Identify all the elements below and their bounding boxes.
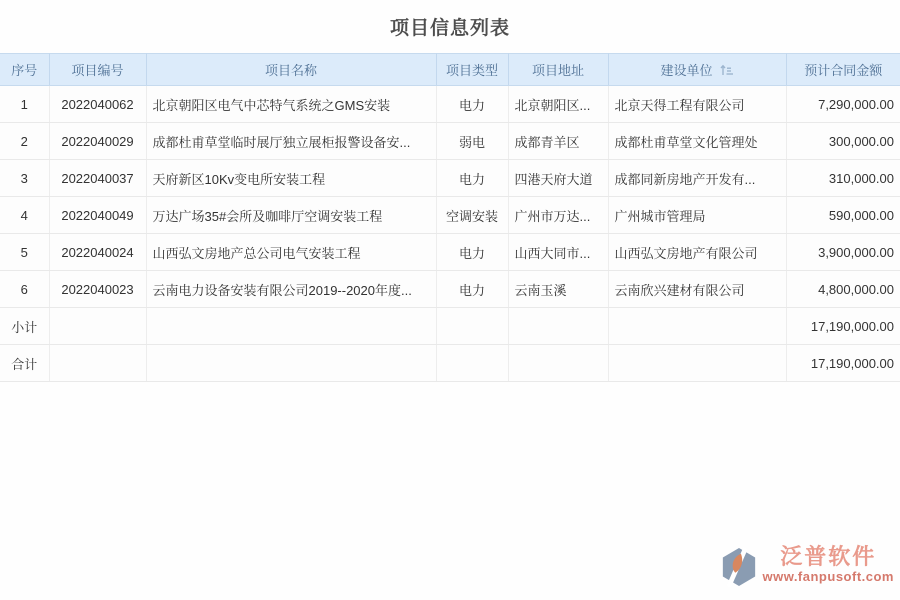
- cell-type: 电力: [436, 86, 508, 123]
- cell-amount: 3,900,000.00: [786, 234, 900, 271]
- total-label: 合计: [0, 345, 49, 382]
- cell-address: 山西大同市...: [508, 234, 608, 271]
- empty-cell: [49, 345, 146, 382]
- subtotal-amount: 17,190,000.00: [786, 308, 900, 345]
- cell-builder: 成都杜甫草堂文化管理处: [608, 123, 786, 160]
- cell-code: 2022040037: [49, 160, 146, 197]
- cell-seq: 6: [0, 271, 49, 308]
- empty-cell: [436, 345, 508, 382]
- cell-name: 成都杜甫草堂临时展厅独立展柜报警设备安...: [146, 123, 436, 160]
- page-title: 项目信息列表: [389, 18, 510, 39]
- empty-cell: [608, 345, 786, 382]
- total-amount: 17,190,000.00: [786, 345, 900, 382]
- cell-type: 弱电: [436, 123, 508, 160]
- brand-url: www.fanpusoft.com: [762, 569, 894, 584]
- subtotal-row: [0, 308, 900, 345]
- cell-builder: 成都同新房地产开发有...: [608, 160, 786, 197]
- cell-seq: 3: [0, 160, 49, 197]
- header-name[interactable]: 项目名称: [146, 54, 436, 86]
- empty-cell: [146, 308, 436, 345]
- cell-address: 广州市万达...: [508, 197, 608, 234]
- cell-type: 电力: [436, 234, 508, 271]
- cell-type: 电力: [436, 271, 508, 308]
- cell-amount: 310,000.00: [786, 160, 900, 197]
- cell-builder: 北京天得工程有限公司: [608, 86, 786, 123]
- cell-name: 山西弘文房地产总公司电气安装工程: [146, 234, 436, 271]
- cell-seq: 2: [0, 123, 49, 160]
- header-seq[interactable]: 序号: [0, 54, 49, 86]
- cell-type: 电力: [436, 160, 508, 197]
- cell-address: 北京朝阳区...: [508, 86, 608, 123]
- sort-icon[interactable]: [720, 64, 734, 79]
- cell-builder: 山西弘文房地产有限公司: [608, 234, 786, 271]
- cell-code: 2022040024: [49, 234, 146, 271]
- cell-name: 天府新区10Kv变电所安装工程: [146, 160, 436, 197]
- subtotal-label: 小计: [0, 308, 49, 345]
- table-row[interactable]: [0, 123, 900, 160]
- empty-cell: [608, 308, 786, 345]
- cell-seq: 1: [0, 86, 49, 123]
- total-row: [0, 345, 900, 382]
- fanpu-logo-icon: [720, 547, 758, 592]
- header-amount[interactable]: 预计合同金额: [786, 54, 900, 86]
- brand-name: 泛普软件: [780, 544, 877, 569]
- table-body: [0, 86, 900, 308]
- cell-address: 成都青羊区: [508, 123, 608, 160]
- cell-type: 空调安装: [436, 197, 508, 234]
- cell-address: 云南玉溪: [508, 271, 608, 308]
- cell-address: 四港天府大道: [508, 160, 608, 197]
- table-row[interactable]: [0, 160, 900, 197]
- header-builder[interactable]: [608, 54, 786, 86]
- cell-seq: 5: [0, 234, 49, 271]
- table-header: [0, 54, 900, 86]
- empty-cell: [146, 345, 436, 382]
- cell-seq: 4: [0, 197, 49, 234]
- cell-code: 2022040062: [49, 86, 146, 123]
- header-type[interactable]: 项目类型: [436, 54, 508, 86]
- cell-amount: 7,290,000.00: [786, 86, 900, 123]
- empty-cell: [508, 308, 608, 345]
- header-address[interactable]: 项目地址: [508, 54, 608, 86]
- empty-cell: [49, 308, 146, 345]
- cell-builder: 云南欣兴建材有限公司: [608, 271, 786, 308]
- cell-code: 2022040023: [49, 271, 146, 308]
- cell-amount: 300,000.00: [786, 123, 900, 160]
- cell-builder: 广州城市管理局: [608, 197, 786, 234]
- table-row[interactable]: [0, 86, 900, 123]
- table-summary: [0, 308, 900, 382]
- cell-amount: 590,000.00: [786, 197, 900, 234]
- empty-cell: [508, 345, 608, 382]
- table-row[interactable]: [0, 197, 900, 234]
- cell-amount: 4,800,000.00: [786, 271, 900, 308]
- footer-brand: [720, 545, 894, 592]
- project-table: [0, 53, 900, 382]
- cell-code: 2022040029: [49, 123, 146, 160]
- cell-name: 万达广场35#会所及咖啡厅空调安装工程: [146, 197, 436, 234]
- cell-name: 云南电力设备安装有限公司2019--2020年度...: [146, 271, 436, 308]
- table-row[interactable]: [0, 271, 900, 308]
- header-code[interactable]: 项目编号: [49, 54, 146, 86]
- header-builder-label: 建设单位: [660, 63, 713, 78]
- title-bar: [0, 0, 900, 53]
- cell-name: 北京朝阳区电气中芯特气系统之GMS安装: [146, 86, 436, 123]
- empty-cell: [436, 308, 508, 345]
- cell-code: 2022040049: [49, 197, 146, 234]
- table-row[interactable]: [0, 234, 900, 271]
